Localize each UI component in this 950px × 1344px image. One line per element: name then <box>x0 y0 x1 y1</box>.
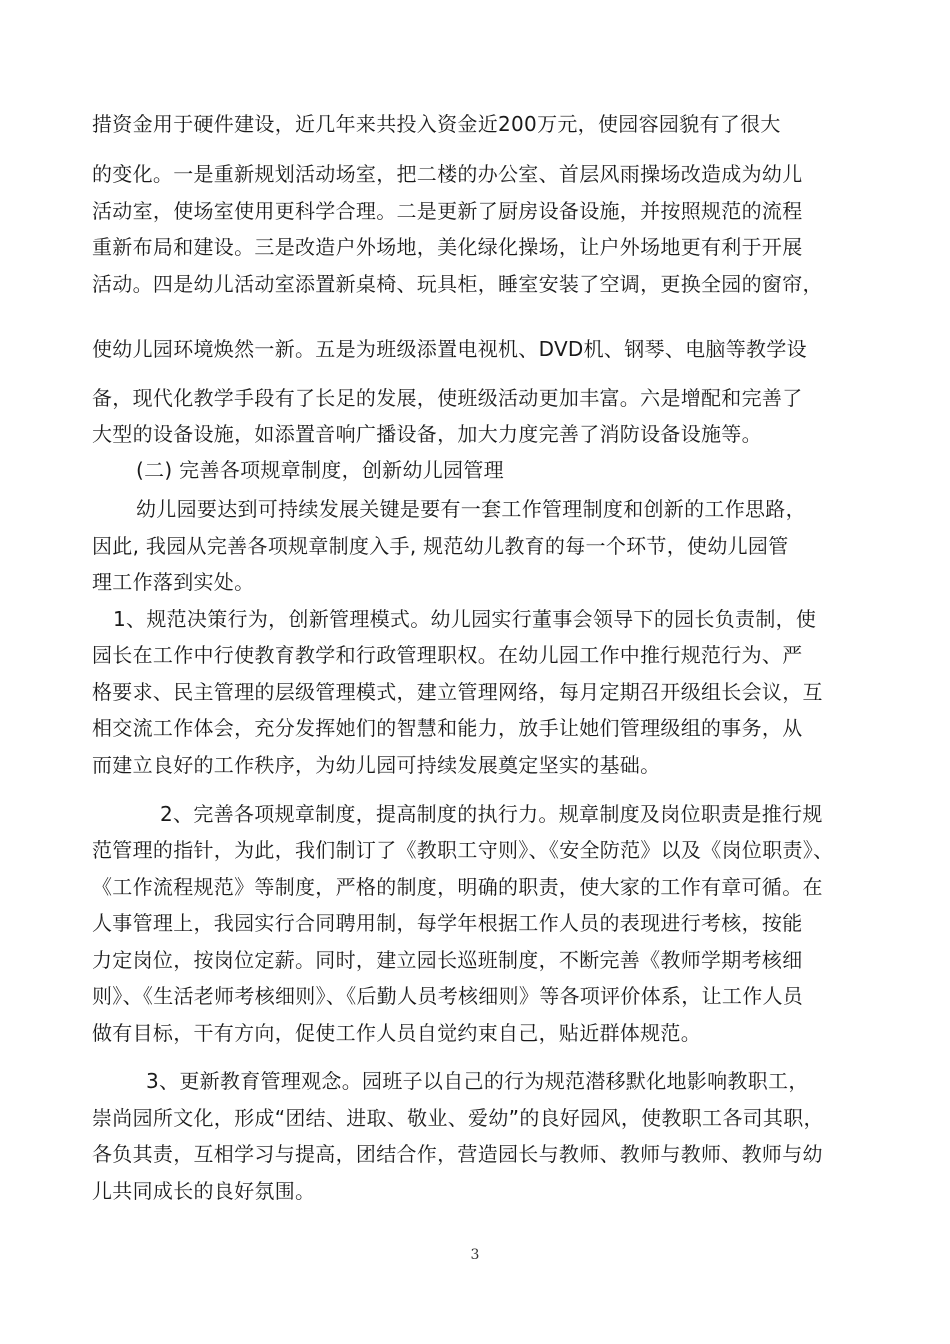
section-heading: (二) 完善各项规章制度，创新幼儿园管理 <box>136 458 504 482</box>
text-line: 的变化。一是重新规划活动场室，把二楼的办公室、首层风雨操场改造成为幼儿 <box>92 162 803 186</box>
text-line: 3、更新教育管理观念。园班子以自己的行为规范潜移默化地影响教职工， <box>146 1069 809 1093</box>
text-line: 范管理的指针，为此，我们制订了《教职工守则》、《安全防范》以及《岗位职责》、 <box>92 838 834 862</box>
text-line: 理工作落到实处。 <box>92 570 255 594</box>
text-line: 《工作流程规范》等制度，严格的制度，明确的职责，使大家的工作有章可循。在 <box>92 875 823 899</box>
text-line: 活动室，使场室使用更科学合理。二是更新了厨房设备设施，并按照规范的流程 <box>92 199 803 223</box>
text-line: 崇尚园所文化，形成“团结、进取、敬业、爱幼”的良好园风，使教职工各司其职， <box>92 1106 824 1130</box>
text-line: 格要求、民主管理的层级管理模式，建立管理网络，每月定期召开级组长会议，互 <box>92 680 823 704</box>
text-line: 力定岗位，按岗位定薪。同时，建立园长巡班制度，不断完善《教师学期考核细 <box>92 948 803 972</box>
text-line: 儿共同成长的良好氛围。 <box>92 1179 316 1203</box>
text-line: 相交流工作体会，充分发挥她们的智慧和能力，放手让她们管理级组的事务，从 <box>92 716 803 740</box>
text-line: 人事管理上，我园实行合同聘用制，每学年根据工作人员的表现进行考核，按能 <box>92 911 803 935</box>
text-line: 大型的设备设施，如添置音响广播设备，加大力度完善了消防设备设施等。 <box>92 422 762 446</box>
text-line: 因此, 我园从完善各项规章制度入手, 规范幼儿教育的每一个环节，使幼儿园管 <box>92 534 789 558</box>
text-line: 2、完善各项规章制度，提高制度的执行力。规章制度及岗位职责是推行规 <box>160 802 823 826</box>
text-line: 1、规范决策行为，创新管理模式。幼儿园实行董事会领导下的园长负责制，使 <box>113 607 817 631</box>
text-line: 园长在工作中行使教育教学和行政管理职权。在幼儿园工作中推行规范行为、严 <box>92 643 803 667</box>
text-line: 重新布局和建设。三是改造户外场地，美化绿化操场，让户外场地更有利于开展 <box>92 235 803 259</box>
page-number: 3 <box>470 1247 480 1263</box>
text-line: 措资金用于硬件建设，近几年来共投入资金近200万元，使园容园貌有了很大 <box>92 112 781 136</box>
text-line: 活动。四是幼儿活动室添置新桌椅、玩具柜，睡室安装了空调，更换全园的窗帘， <box>92 272 823 296</box>
text-line: 各负其责，互相学习与提高，团结合作，营造园长与教师、教师与教师、教师与幼 <box>92 1142 823 1166</box>
text-line: 做有目标，干有方向，促使工作人员自觉约束自己，贴近群体规范。 <box>92 1021 701 1045</box>
text-line: 则》、《生活老师考核细则》、《后勤人员考核细则》等各项评价体系，让工作人员 <box>92 984 804 1008</box>
text-line: 幼儿园要达到可持续发展关键是要有一套工作管理制度和创新的工作思路， <box>136 497 806 521</box>
text-line: 使幼儿园环境焕然一新。五是为班级添置电视机、DVD机、钢琴、电脑等教学设 <box>92 337 807 361</box>
text-line: 而建立良好的工作秩序，为幼儿园可持续发展奠定坚实的基础。 <box>92 753 661 777</box>
text-line: 备，现代化教学手段有了长足的发展，使班级活动更加丰富。六是增配和完善了 <box>92 386 803 410</box>
